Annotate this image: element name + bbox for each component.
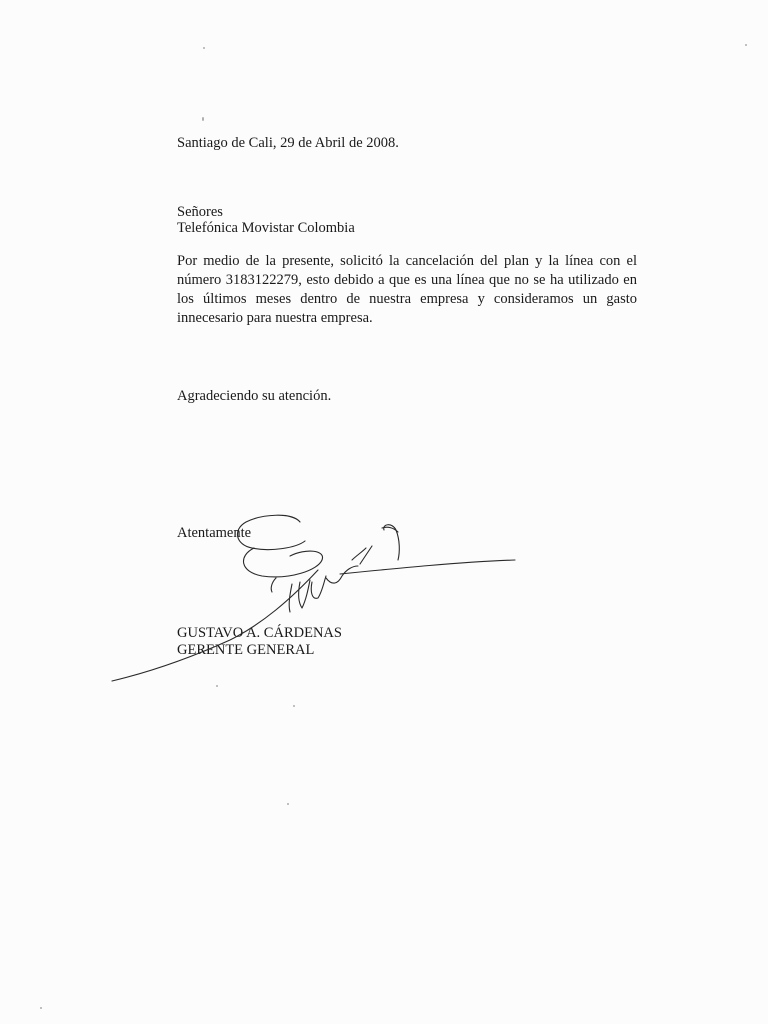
scan-speck [40, 1007, 42, 1009]
thanks-line: Agradeciendo su atención. [177, 388, 332, 404]
date-line: Santiago de Cali, 29 de Abril de 2008. [177, 135, 399, 151]
scan-speck [203, 47, 205, 49]
signer-name: GUSTAVO A. CÁRDENAS [177, 625, 342, 641]
signer-title: GERENTE GENERAL [177, 642, 315, 658]
scan-speck [745, 44, 747, 46]
salutation: Señores [177, 204, 223, 220]
closing-line: Atentamente [177, 525, 252, 541]
scan-speck [202, 117, 204, 121]
body-paragraph [177, 252, 637, 328]
body-line: innecesario para nuestra empresa. [177, 310, 373, 326]
body-line: número 3183122279, esto debido a que es una línea que no se ha utilizado en [177, 272, 637, 288]
recipient: Telefónica Movistar Colombia [177, 220, 355, 236]
body-line: los últimos meses dentro de nuestra empresa y consideramos un gasto [177, 291, 637, 307]
scan-speck [287, 803, 289, 805]
scan-speck [216, 685, 218, 687]
body-line: Por medio de la presente, solicitó la cancelación del plan y la línea con el [177, 253, 637, 269]
scan-speck [293, 705, 295, 707]
